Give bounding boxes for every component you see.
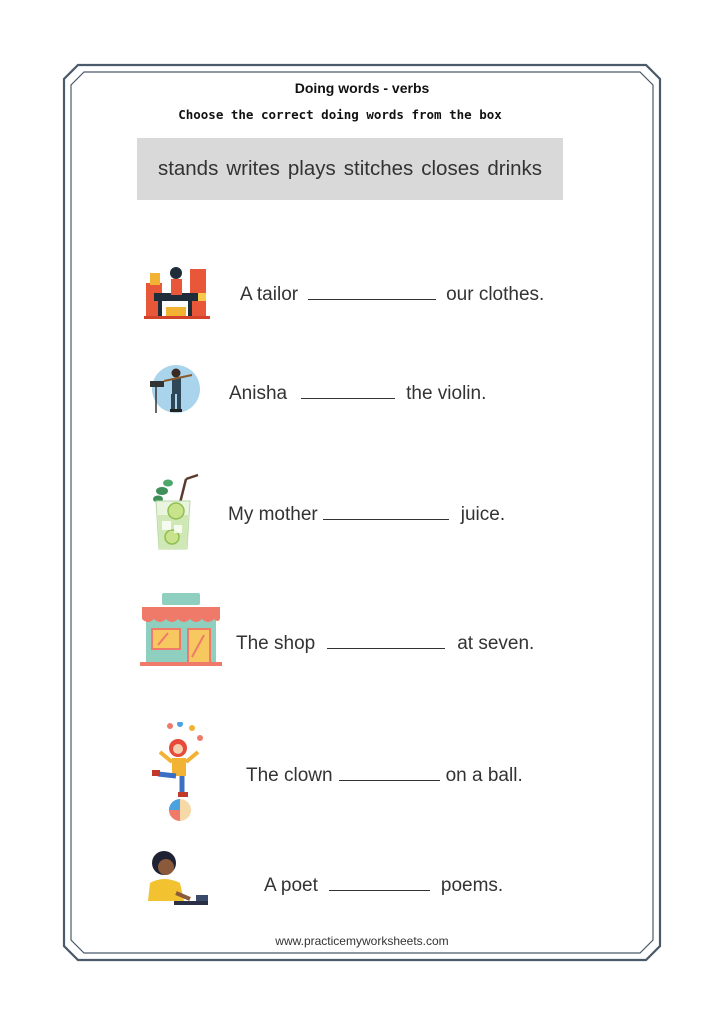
sentence-end: poems. xyxy=(440,875,504,896)
sentence-start: The shop xyxy=(236,633,316,654)
sentence-end: at seven. xyxy=(457,633,535,654)
sentence-start: A poet xyxy=(264,875,318,896)
sentence-end: juice. xyxy=(460,504,506,525)
poet-icon xyxy=(144,849,212,909)
shop-icon xyxy=(140,591,222,667)
sentence-1 xyxy=(240,281,544,306)
word-box xyxy=(137,138,563,200)
instructions: Choose the correct doing words from the box xyxy=(178,107,502,122)
answer-blank[interactable] xyxy=(323,501,449,520)
sentence-4 xyxy=(236,630,534,655)
violinist-icon xyxy=(146,361,204,419)
word-option: drinks xyxy=(487,157,543,180)
sentence-start: My mother xyxy=(228,504,318,525)
sentence-5 xyxy=(246,762,523,787)
sentence-end: our clothes. xyxy=(446,284,545,305)
answer-blank[interactable] xyxy=(329,872,430,891)
clown-icon xyxy=(150,722,208,824)
sentence-3 xyxy=(228,501,505,526)
word-option: stitches xyxy=(343,157,414,180)
answer-blank[interactable] xyxy=(308,281,436,300)
answer-blank[interactable] xyxy=(339,762,440,781)
sentence-start: A tailor xyxy=(240,284,299,305)
page-title: Doing words - verbs xyxy=(294,80,430,96)
word-option: plays xyxy=(287,157,336,180)
sentence-6 xyxy=(264,872,503,897)
sentence-end: on a ball. xyxy=(445,765,523,786)
footer-url: www.practicemyworksheets.com xyxy=(275,934,449,948)
word-option: writes xyxy=(226,157,280,180)
sentence-end: the violin. xyxy=(406,383,487,404)
tailor-icon xyxy=(144,263,210,321)
sentence-start: The clown xyxy=(246,765,333,786)
sentence-start: Anisha xyxy=(229,383,288,404)
sentence-2 xyxy=(229,380,486,405)
word-option: stands xyxy=(157,157,219,180)
answer-blank[interactable] xyxy=(327,630,445,649)
answer-blank[interactable] xyxy=(301,380,395,399)
word-option: closes xyxy=(421,157,480,180)
juice-glass-icon xyxy=(150,473,204,553)
